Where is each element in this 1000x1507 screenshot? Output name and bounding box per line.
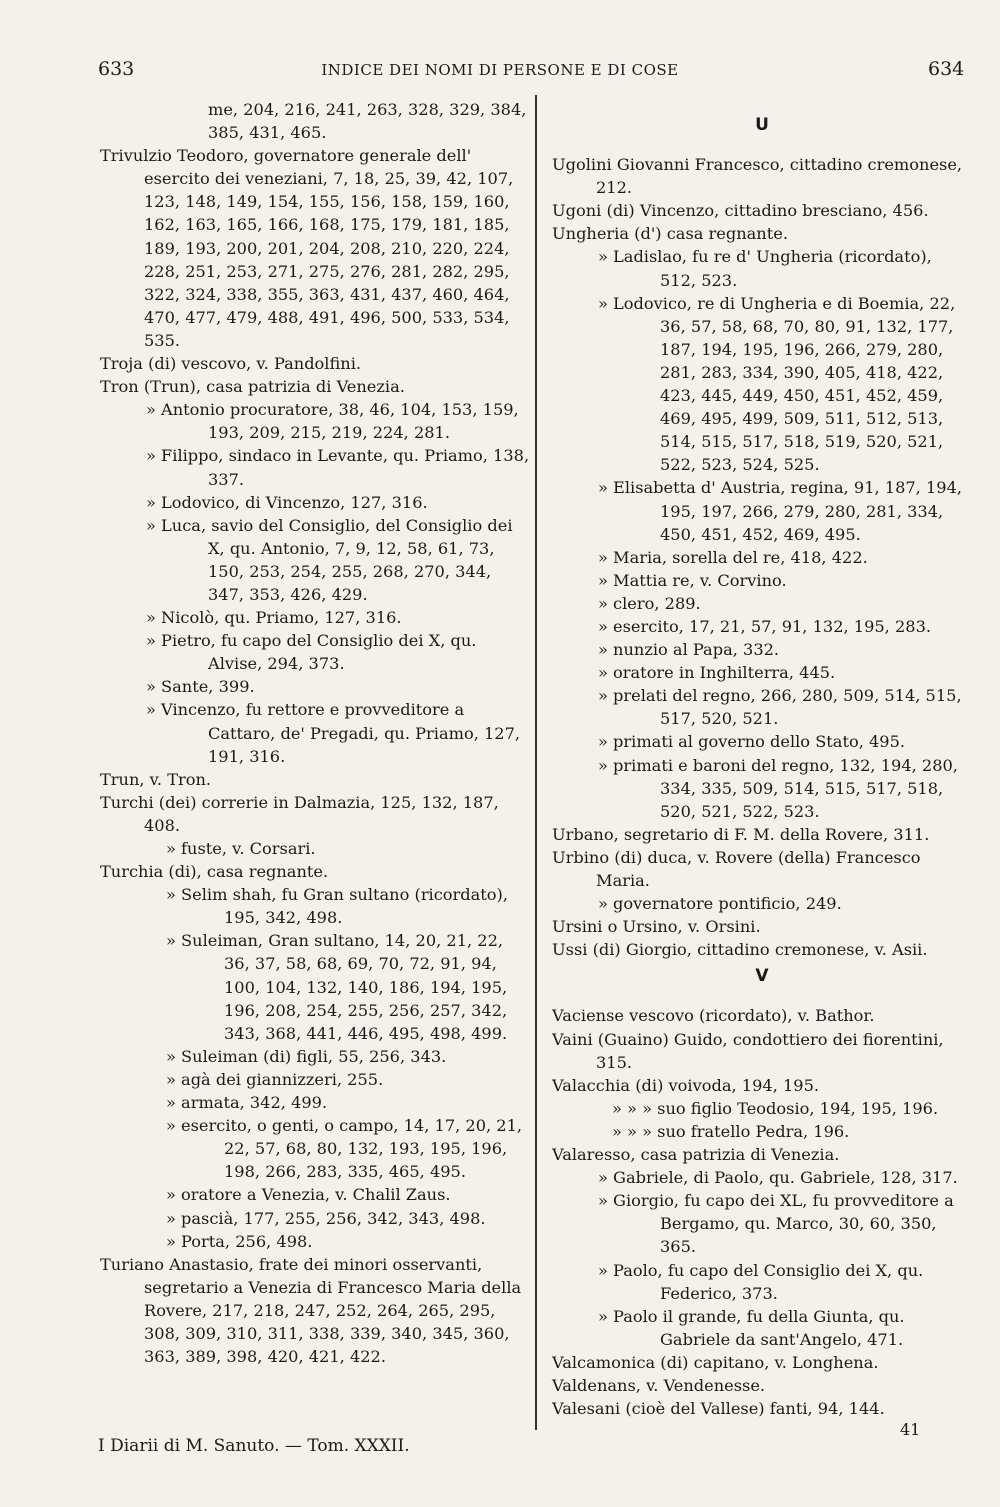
signature-mark: 41 (900, 1420, 921, 1439)
section-letter: U (755, 115, 769, 135)
index-entry: » Lodovico, di Vincenzo, 127, 316. (146, 492, 428, 512)
index-entry: » Suleiman (di) figli, 55, 256, 343. (166, 1046, 447, 1066)
index-entry: Turchi (dei) correrie in Dalmazia, 125, 132, 187, 408. (100, 792, 499, 835)
index-entry: Urbino (di) duca, v. Rovere (della) Francesco Maria. (552, 847, 921, 890)
index-entry: » primati al governo dello Stato, 495. (598, 732, 906, 752)
index-entry: Ugoni (di) Vincenzo, cittadino bresciano, 456. (552, 201, 929, 221)
index-entry: » pascià, 177, 255, 256, 342, 343, 498. (166, 1208, 486, 1228)
index-entry: » Gabriele, di Paolo, qu. Gabriele, 128, 317. (598, 1168, 958, 1188)
index-entry: » esercito, 17, 21, 57, 91, 132, 195, 283. (598, 616, 932, 636)
index-entry: » governatore pontificio, 249. (598, 894, 842, 914)
index-entry: Vaciense vescovo (ricordato), v. Bathor. (552, 1006, 875, 1026)
index-entry: Trun, v. Tron. (100, 769, 212, 789)
index-entry: » Giorgio, fu capo dei XL, fu provveditore a Bergamo, qu. Marco, 30, 60, 350, 365. (598, 1191, 954, 1257)
index-entry: Valesani (cioè del Vallese) fanti, 94, 144. (552, 1399, 885, 1419)
index-entry: » prelati del regno, 266, 280, 509, 514, 515, 517, 520, 521. (598, 686, 962, 729)
index-entry: Vaini (Guaino) Guido, condottiero dei fiorentini, 315. (552, 1029, 944, 1072)
running-title: INDICE DEI NOMI DI PERSONE E DI COSE (321, 61, 679, 79)
left-column (100, 98, 530, 1368)
index-entry: » oratore a Venezia, v. Chalil Zaus. (166, 1185, 451, 1205)
index-entry: » nunzio al Papa, 332. (598, 640, 780, 660)
index-entry: » Paolo, fu capo del Consiglio dei X, qu. Federico, 373. (598, 1260, 924, 1303)
index-entry: » Selim shah, fu Gran sultano (ricordato), 195, 342, 498. (166, 885, 509, 928)
index-entry: Troja (di) vescovo, v. Pandolfini. (100, 354, 362, 374)
index-entry: » Antonio procuratore, 38, 46, 104, 153, 159, 193, 209, 215, 219, 224, 281. (146, 400, 519, 443)
index-entry: » Suleiman, Gran sultano, 14, 20, 21, 22, 36, 37, 58, 68, 69, 70, 72, 91, 94, 100, 104, 132, 140, 186, 194, 195, 196, 208, 254, 255, 256, 257, 342, 343, 368, 441, 446, 495, 498, 499. (166, 931, 508, 1043)
column-divider (535, 95, 537, 1430)
index-entry: Ussi (di) Giorgio, cittadino cremonese, v. Asii. (552, 940, 928, 960)
index-entry: » Paolo il grande, fu della Giunta, qu. Gabriele da sant'Angelo, 471. (598, 1306, 905, 1349)
index-entry: Ugolini Giovanni Francesco, cittadino cremonese, 212. (552, 155, 963, 198)
index-entry: » Mattia re, v. Corvino. (598, 570, 787, 590)
index-entry: Valcamonica (di) capitano, v. Longhena. (552, 1352, 879, 1372)
index-entry: » oratore in Inghilterra, 445. (598, 663, 836, 683)
index-entry: » agà dei giannizzeri, 255. (166, 1069, 384, 1089)
index-entry: » primati e baroni del regno, 132, 194, 280, 334, 335, 509, 514, 515, 517, 518, 520, 521, 522, 523. (598, 755, 958, 821)
index-entry: Valacchia (di) voivoda, 194, 195. (552, 1075, 820, 1095)
index-entry: » Lodovico, re di Ungheria e di Boemia, 22, 36, 57, 58, 68, 70, 80, 91, 132, 177, 187, 194, 195, 196, 266, 279, 280, 281, 283, 334, 390, 405, 418, 422, 423, 445, 449, 450, 451, 452, 459, 469, 495, 499, 509, 511, 512, 513, 514, 515, 517, 518, 519, 520, 521, 522, 523, 524, 525. (598, 293, 956, 475)
index-entry: » Pietro, fu capo del Consiglio dei X, qu. Alvise, 294, 373. (146, 631, 477, 674)
index-entry: » Ladislao, fu re d' Ungheria (ricordato), 512, 523. (598, 247, 932, 290)
index-entry: » Filippo, sindaco in Levante, qu. Priamo, 138, 337. (146, 446, 530, 489)
index-entry: » » » suo figlio Teodosio, 194, 195, 196. (612, 1098, 939, 1118)
index-entry: me, 204, 216, 241, 263, 328, 329, 384, 385, 431, 465. (208, 100, 527, 143)
right-column (552, 110, 972, 1420)
index-entry: Ursini o Ursino, v. Orsini. (552, 917, 761, 937)
index-entry: Tron (Trun), casa patrizia di Venezia. (100, 377, 405, 397)
index-entry: » » » suo fratello Pedra, 196. (612, 1121, 850, 1141)
index-entry: » armata, 342, 499. (166, 1093, 328, 1113)
index-entry: » Nicolò, qu. Priamo, 127, 316. (146, 608, 402, 628)
index-entry: Turchia (di), casa regnante. (100, 862, 329, 882)
index-entry: Trivulzio Teodoro, governatore generale dell' esercito dei veneziani, 7, 18, 25, 39, 42, 107, 123, 148, 149, 154, 155, 156, 158, 159, 160, 162, 163, 165, 166, 168, 175, 179, 181, 185, 189, 193, 200, 201, 204, 208, 210, 220, 224, 228, 251, 253, 271, 275, 276, 281, 282, 295, 322, 324, 338, 355, 363, 431, 437, 460, 464, 470, 477, 479, 488, 491, 496, 500, 533, 534, 535. (100, 146, 514, 350)
section-letter: V (755, 966, 769, 987)
index-entry: » fuste, v. Corsari. (166, 839, 316, 858)
index-entry: » Porta, 256, 498. (166, 1231, 313, 1251)
index-entry: Turiano Anastasio, frate dei minori osservanti, segretario a Venezia di Francesco Maria della Rovere, 217, 218, 247, 252, 264, 265, 295, 308, 309, 310, 311, 338, 339, 340, 345, 360, 363, 389, 398, 420, 421, 422. (100, 1254, 522, 1367)
index-entry: » Elisabetta d' Austria, regina, 91, 187, 194, 195, 197, 266, 279, 280, 281, 334, 450, 451, 452, 469, 495. (598, 478, 963, 544)
index-entry: Valdenans, v. Vendenesse. (552, 1375, 766, 1395)
page-number-left: 633 (98, 58, 135, 80)
index-entry: » Luca, savio del Consiglio, del Consiglio dei X, qu. Antonio, 7, 9, 12, 58, 61, 73, 150, 253, 254, 255, 268, 270, 344, 347, 353, 426, 429. (146, 515, 513, 604)
index-entry: » clero, 289. (598, 593, 701, 613)
index-entry: Ungheria (d') casa regnante. (552, 224, 788, 244)
index-entry: » Maria, sorella del re, 418, 422. (598, 547, 868, 567)
page-number-right: 634 (928, 58, 965, 80)
index-entry: Urbano, segretario di F. M. della Rovere, 311. (552, 824, 930, 844)
index-entry: » esercito, o genti, o campo, 14, 17, 20, 21, 22, 57, 68, 80, 132, 193, 195, 196, 198, 266, 283, 335, 465, 495. (166, 1116, 523, 1182)
index-entry: Valaresso, casa patrizia di Venezia. (552, 1145, 840, 1165)
footer-citation: I Diarii di M. Sanuto. — Tom. XXXII. (98, 1436, 410, 1456)
index-entry: » Vincenzo, fu rettore e provveditore a Cattaro, de' Pregadi, qu. Priamo, 127, 191, 316. (146, 700, 521, 766)
index-entry: » Sante, 399. (146, 677, 255, 697)
